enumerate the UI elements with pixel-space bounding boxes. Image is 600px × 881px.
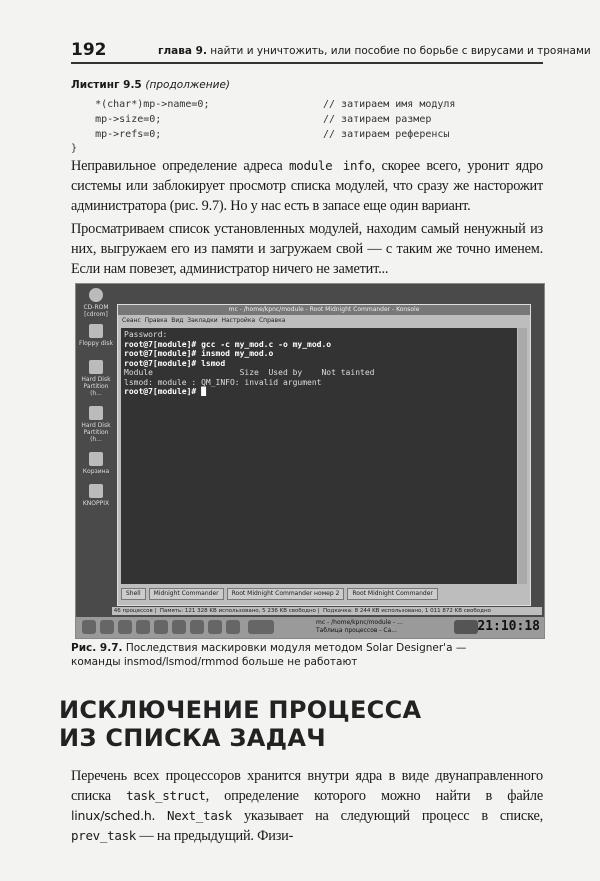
tray-icon[interactable]: [454, 620, 478, 634]
task-button[interactable]: Таблица процессов - Ca...: [316, 627, 397, 634]
launcher-icon[interactable]: [118, 620, 132, 634]
section-heading: [59, 696, 421, 752]
desktop-pager[interactable]: [248, 620, 274, 634]
launcher-icon[interactable]: [208, 620, 222, 634]
chapter-label: глава 9.: [158, 45, 207, 57]
header-rule: [71, 62, 543, 64]
terminal-line: root@7[module]# insmod my_mod.o: [124, 349, 274, 358]
paragraph-text: Перечень всех процессоров хранится внутри ядра в виде двунаправленного списка: [71, 768, 543, 804]
inline-code: Next_task: [166, 808, 232, 823]
listing-number: Листинг 9.5: [71, 79, 142, 91]
caption-text: Последствия маскировки модуля методом Solar Designer'а —: [125, 642, 467, 654]
desktop-icon-hdd: [77, 406, 115, 443]
code-comment: // затираем имя модуля: [323, 99, 456, 110]
task-button[interactable]: mc - /home/kpnc/module - ...: [316, 619, 403, 626]
menu-item[interactable]: Вид: [171, 317, 184, 324]
paragraph: [71, 766, 543, 846]
paragraph-text: , определение которого можно найти в файле: [205, 788, 543, 804]
heading-line: ИСКЛЮЧЕНИЕ ПРОЦЕССА: [59, 696, 422, 724]
terminal-line: lsmod: module : QM_INFO: invalid argument: [124, 377, 322, 387]
terminal-line: Module Size Used by Not tainted: [124, 368, 375, 377]
terminal[interactable]: [121, 328, 517, 584]
terminal-line: root@7[module]# gcc -c my_mod.c -o my_mod.o: [124, 339, 332, 349]
icon-label: Hard Disk Partition (h...: [81, 376, 111, 397]
k-menu-icon[interactable]: [82, 620, 96, 634]
menu-item[interactable]: Правка: [144, 317, 168, 324]
paragraph-text: указывает на следующий процесс в списке,: [232, 808, 543, 824]
scrollbar[interactable]: [518, 328, 527, 584]
launcher-icon[interactable]: [190, 620, 204, 634]
window-title: mc - /home/kpnc/module - Root Midnight Commander - Konsole: [118, 305, 530, 315]
code-line: mp->refs=0;: [71, 129, 162, 140]
heading-line: ИЗ СПИСКА ЗАДАЧ: [59, 724, 326, 752]
konsole-window: [117, 304, 531, 606]
listing-label: [71, 79, 230, 91]
code-line: }: [71, 143, 78, 154]
tab[interactable]: Shell: [121, 588, 146, 600]
knoppix-icon: [89, 484, 103, 498]
desktop-icon-floppy: [77, 324, 115, 347]
menu-item[interactable]: Справка: [258, 317, 286, 324]
paragraph-text: , скорее всего, уронит ядро системы или заблокирует просмотр списка модулей, что сразу же насторожит администратора (рис. 9.7). Но у нас есть в запасе еще один вариант.: [71, 158, 543, 214]
icon-label: Корзина: [82, 468, 110, 475]
launcher-icon[interactable]: [136, 620, 150, 634]
trash-icon: [89, 452, 103, 466]
paragraph-text: Неправильное определение адреса: [71, 158, 290, 174]
caption-label: Рис. 9.7.: [71, 642, 123, 654]
launcher-icon[interactable]: [154, 620, 168, 634]
inline-code: prev_task: [71, 828, 137, 843]
desktop-icon-cdrom: [77, 288, 115, 318]
tab[interactable]: Root Midnight Commander: [347, 588, 438, 600]
inline-code: task_struct: [126, 788, 206, 803]
caption-text: команды insmod/lsmod/rmmod больше не работают: [71, 656, 358, 668]
paragraph: Просматриваем список установленных модулей, находим самый ненужный из них, выгружаем его из памяти и загружаем свой — с таким же точно именем. Если нам повезет, администратор ничего не заметит...: [71, 221, 543, 277]
menu-item[interactable]: Настройка: [221, 317, 256, 324]
swap-status: Подкачка: 8 244 KB использовано, 1 011 872 KB свободно: [323, 608, 491, 614]
task-list: [316, 619, 403, 635]
system-status-bar: 46 процессов | Память: 121 328 KB использовано, 5 236 KB свободно | Подкачка: 8 244 KB использовано, 1 011 872 KB свободно: [112, 607, 542, 615]
figure-caption: [71, 641, 466, 669]
desktop-icon-hdd: [77, 360, 115, 397]
figure-screenshot: [75, 283, 545, 639]
cdrom-icon: [89, 288, 103, 302]
icon-label: Floppy disk: [79, 340, 113, 347]
taskbar: [76, 617, 544, 638]
paragraph-text: — на предыдущий. Физи-: [136, 828, 294, 844]
terminal-line: Password:: [124, 330, 168, 339]
icon-label: KNOPPIX: [82, 500, 110, 507]
terminal-launcher-icon[interactable]: [172, 620, 186, 634]
launcher-icon[interactable]: [100, 620, 114, 634]
menu-item[interactable]: Сеанс: [122, 317, 141, 324]
floppy-icon: [89, 324, 103, 338]
hard-disk-icon: [89, 406, 103, 420]
terminal-line: root@7[module]# █: [124, 387, 206, 396]
clock: 21:10:18: [477, 619, 540, 634]
paragraph: [71, 156, 543, 216]
icon-label: Hard Disk Partition (h...: [81, 422, 111, 443]
memory-status: Память: 121 328 KB использовано, 5 236 KB свободно: [159, 608, 316, 614]
page-number: 192: [71, 40, 107, 60]
paragraph-text: .: [151, 808, 167, 824]
menu-item[interactable]: Закладки: [187, 317, 218, 324]
session-tabs: [118, 587, 530, 601]
tab[interactable]: Midnight Commander: [149, 588, 224, 600]
listing-note: (продолжение): [145, 79, 231, 91]
inline-code: module info: [289, 158, 372, 173]
hard-disk-icon: [89, 360, 103, 374]
chapter-title: найти и уничтожить, или пособие по борьбе с вирусами и троянами: [210, 45, 591, 57]
code-comment: // затираем размер: [323, 114, 432, 125]
code-line: *(char*)mp->name=0;: [71, 99, 210, 110]
desktop-icon-trash: [77, 452, 115, 475]
terminal-line: root@7[module]# lsmod: [124, 358, 226, 368]
menu-bar: [118, 315, 530, 327]
tab[interactable]: Root Midnight Commander номер 2: [227, 588, 345, 600]
code-comment: // затираем референсы: [323, 129, 450, 140]
process-count: 46 процессов: [113, 608, 153, 614]
running-header: [158, 45, 591, 57]
launcher-icon[interactable]: [226, 620, 240, 634]
code-line: mp->size=0;: [71, 114, 162, 125]
file-path: linux/sched.h: [71, 808, 152, 823]
desktop-icon-knoppix: [77, 484, 115, 507]
icon-label: CD-ROM [cdrom]: [83, 304, 109, 318]
